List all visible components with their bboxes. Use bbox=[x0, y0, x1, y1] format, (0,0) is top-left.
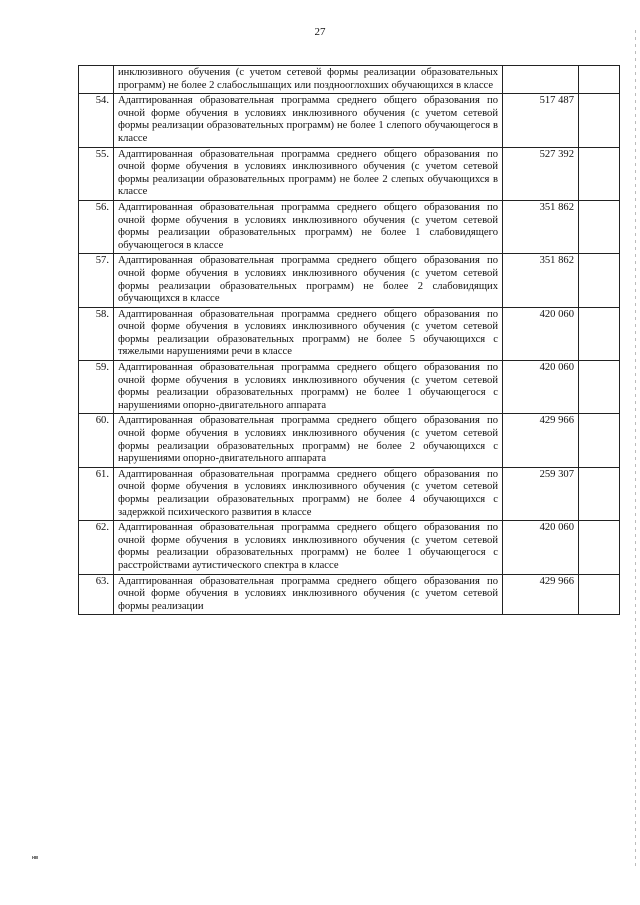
row-empty-cell bbox=[579, 574, 620, 615]
table-row bbox=[79, 147, 620, 200]
table-row bbox=[79, 200, 620, 253]
row-number: 57. bbox=[79, 254, 114, 307]
table-row bbox=[79, 361, 620, 414]
row-empty-cell bbox=[579, 66, 620, 94]
table-row bbox=[79, 414, 620, 467]
row-description: Адаптированная образовательная программа среднего общего образования по очной форме обучения в условиях инклюзивного обучения (с учетом сетевой формы реализации образовательных программ) не более 2 обучающихся с нарушениями опорно-двигательного аппарата bbox=[114, 414, 503, 467]
table-row bbox=[79, 574, 620, 615]
row-amount: 527 392 bbox=[503, 147, 579, 200]
program-cost-table bbox=[78, 65, 620, 615]
row-number: 60. bbox=[79, 414, 114, 467]
row-empty-cell bbox=[579, 414, 620, 467]
row-amount: 420 060 bbox=[503, 521, 579, 574]
row-description: Адаптированная образовательная программа среднего общего образования по очной форме обучения в условиях инклюзивного обучения (с учетом сетевой формы реализации образовательных программ) не более 5 обучающихся с тяжелыми нарушениями речи в классе bbox=[114, 307, 503, 360]
row-description: Адаптированная образовательная программа среднего общего образования по очной форме обучения в условиях инклюзивного обучения (с учетом сетевой формы реализации образовательных программ) не более 2 слепых обучающихся в классе bbox=[114, 147, 503, 200]
table-row bbox=[79, 467, 620, 520]
row-description: Адаптированная образовательная программа среднего общего образования по очной форме обучения в условиях инклюзивного обучения (с учетом сетевой формы реализации образовательных программ) не более 2 слабовидящих обучающихся в классе bbox=[114, 254, 503, 307]
table-row bbox=[79, 94, 620, 147]
row-number: 55. bbox=[79, 147, 114, 200]
row-number: 58. bbox=[79, 307, 114, 360]
row-number: 59. bbox=[79, 361, 114, 414]
row-empty-cell bbox=[579, 254, 620, 307]
table-row bbox=[79, 307, 620, 360]
row-empty-cell bbox=[579, 521, 620, 574]
row-empty-cell bbox=[579, 467, 620, 520]
table-row bbox=[79, 521, 620, 574]
row-number: 56. bbox=[79, 200, 114, 253]
row-empty-cell bbox=[579, 147, 620, 200]
row-number: 63. bbox=[79, 574, 114, 615]
row-amount: 420 060 bbox=[503, 307, 579, 360]
row-empty-cell bbox=[579, 361, 620, 414]
row-description: Адаптированная образовательная программа среднего общего образования по очной форме обучения в условиях инклюзивного обучения (с учетом сетевой формы реализации образовательных программ) не более 1 обучающегося с расстройствами аутистического спектра в классе bbox=[114, 521, 503, 574]
row-empty-cell bbox=[579, 94, 620, 147]
footer-initials-mark: нв bbox=[32, 855, 39, 861]
row-number: 54. bbox=[79, 94, 114, 147]
table-row-continuation bbox=[79, 66, 620, 94]
row-number: 61. bbox=[79, 467, 114, 520]
row-empty-cell bbox=[579, 307, 620, 360]
row-description: Адаптированная образовательная программа среднего общего образования по очной форме обучения в условиях инклюзивного обучения (с учетом сетевой формы реализации bbox=[114, 574, 503, 615]
row-description: инклюзивного обучения (с учетом сетевой формы реализации образовательных программ) не более 2 слабослышащих или позднооглохших обучающихся в классе bbox=[114, 66, 503, 94]
row-empty-cell bbox=[579, 200, 620, 253]
row-amount: 351 862 bbox=[503, 254, 579, 307]
row-description: Адаптированная образовательная программа среднего общего образования по очной форме обучения в условиях инклюзивного обучения (с учетом сетевой формы реализации образовательных программ) не более 4 обучающихся с задержкой психического развития в классе bbox=[114, 467, 503, 520]
row-amount bbox=[503, 66, 579, 94]
row-description: Адаптированная образовательная программа среднего общего образования по очной форме обучения в условиях инклюзивного обучения (с учетом сетевой формы реализации образовательных программ) не более 1 слепого обучающегося в классе bbox=[114, 94, 503, 147]
row-amount: 429 966 bbox=[503, 574, 579, 615]
row-amount: 517 487 bbox=[503, 94, 579, 147]
row-amount: 259 307 bbox=[503, 467, 579, 520]
row-description: Адаптированная образовательная программа среднего общего образования по очной форме обучения в условиях инклюзивного обучения (с учетом сетевой формы реализации образовательных программ) не более 1 слабовидящего обучающегося в классе bbox=[114, 200, 503, 253]
scan-edge-line bbox=[635, 30, 636, 870]
table-row bbox=[79, 254, 620, 307]
row-amount: 420 060 bbox=[503, 361, 579, 414]
row-number bbox=[79, 66, 114, 94]
row-amount: 429 966 bbox=[503, 414, 579, 467]
row-amount: 351 862 bbox=[503, 200, 579, 253]
row-description: Адаптированная образовательная программа среднего общего образования по очной форме обучения в условиях инклюзивного обучения (с учетом сетевой формы реализации образовательных программ) не более 1 обучающегося с нарушениями опорно-двигательного аппарата bbox=[114, 361, 503, 414]
row-number: 62. bbox=[79, 521, 114, 574]
page-number: 27 bbox=[314, 26, 326, 38]
